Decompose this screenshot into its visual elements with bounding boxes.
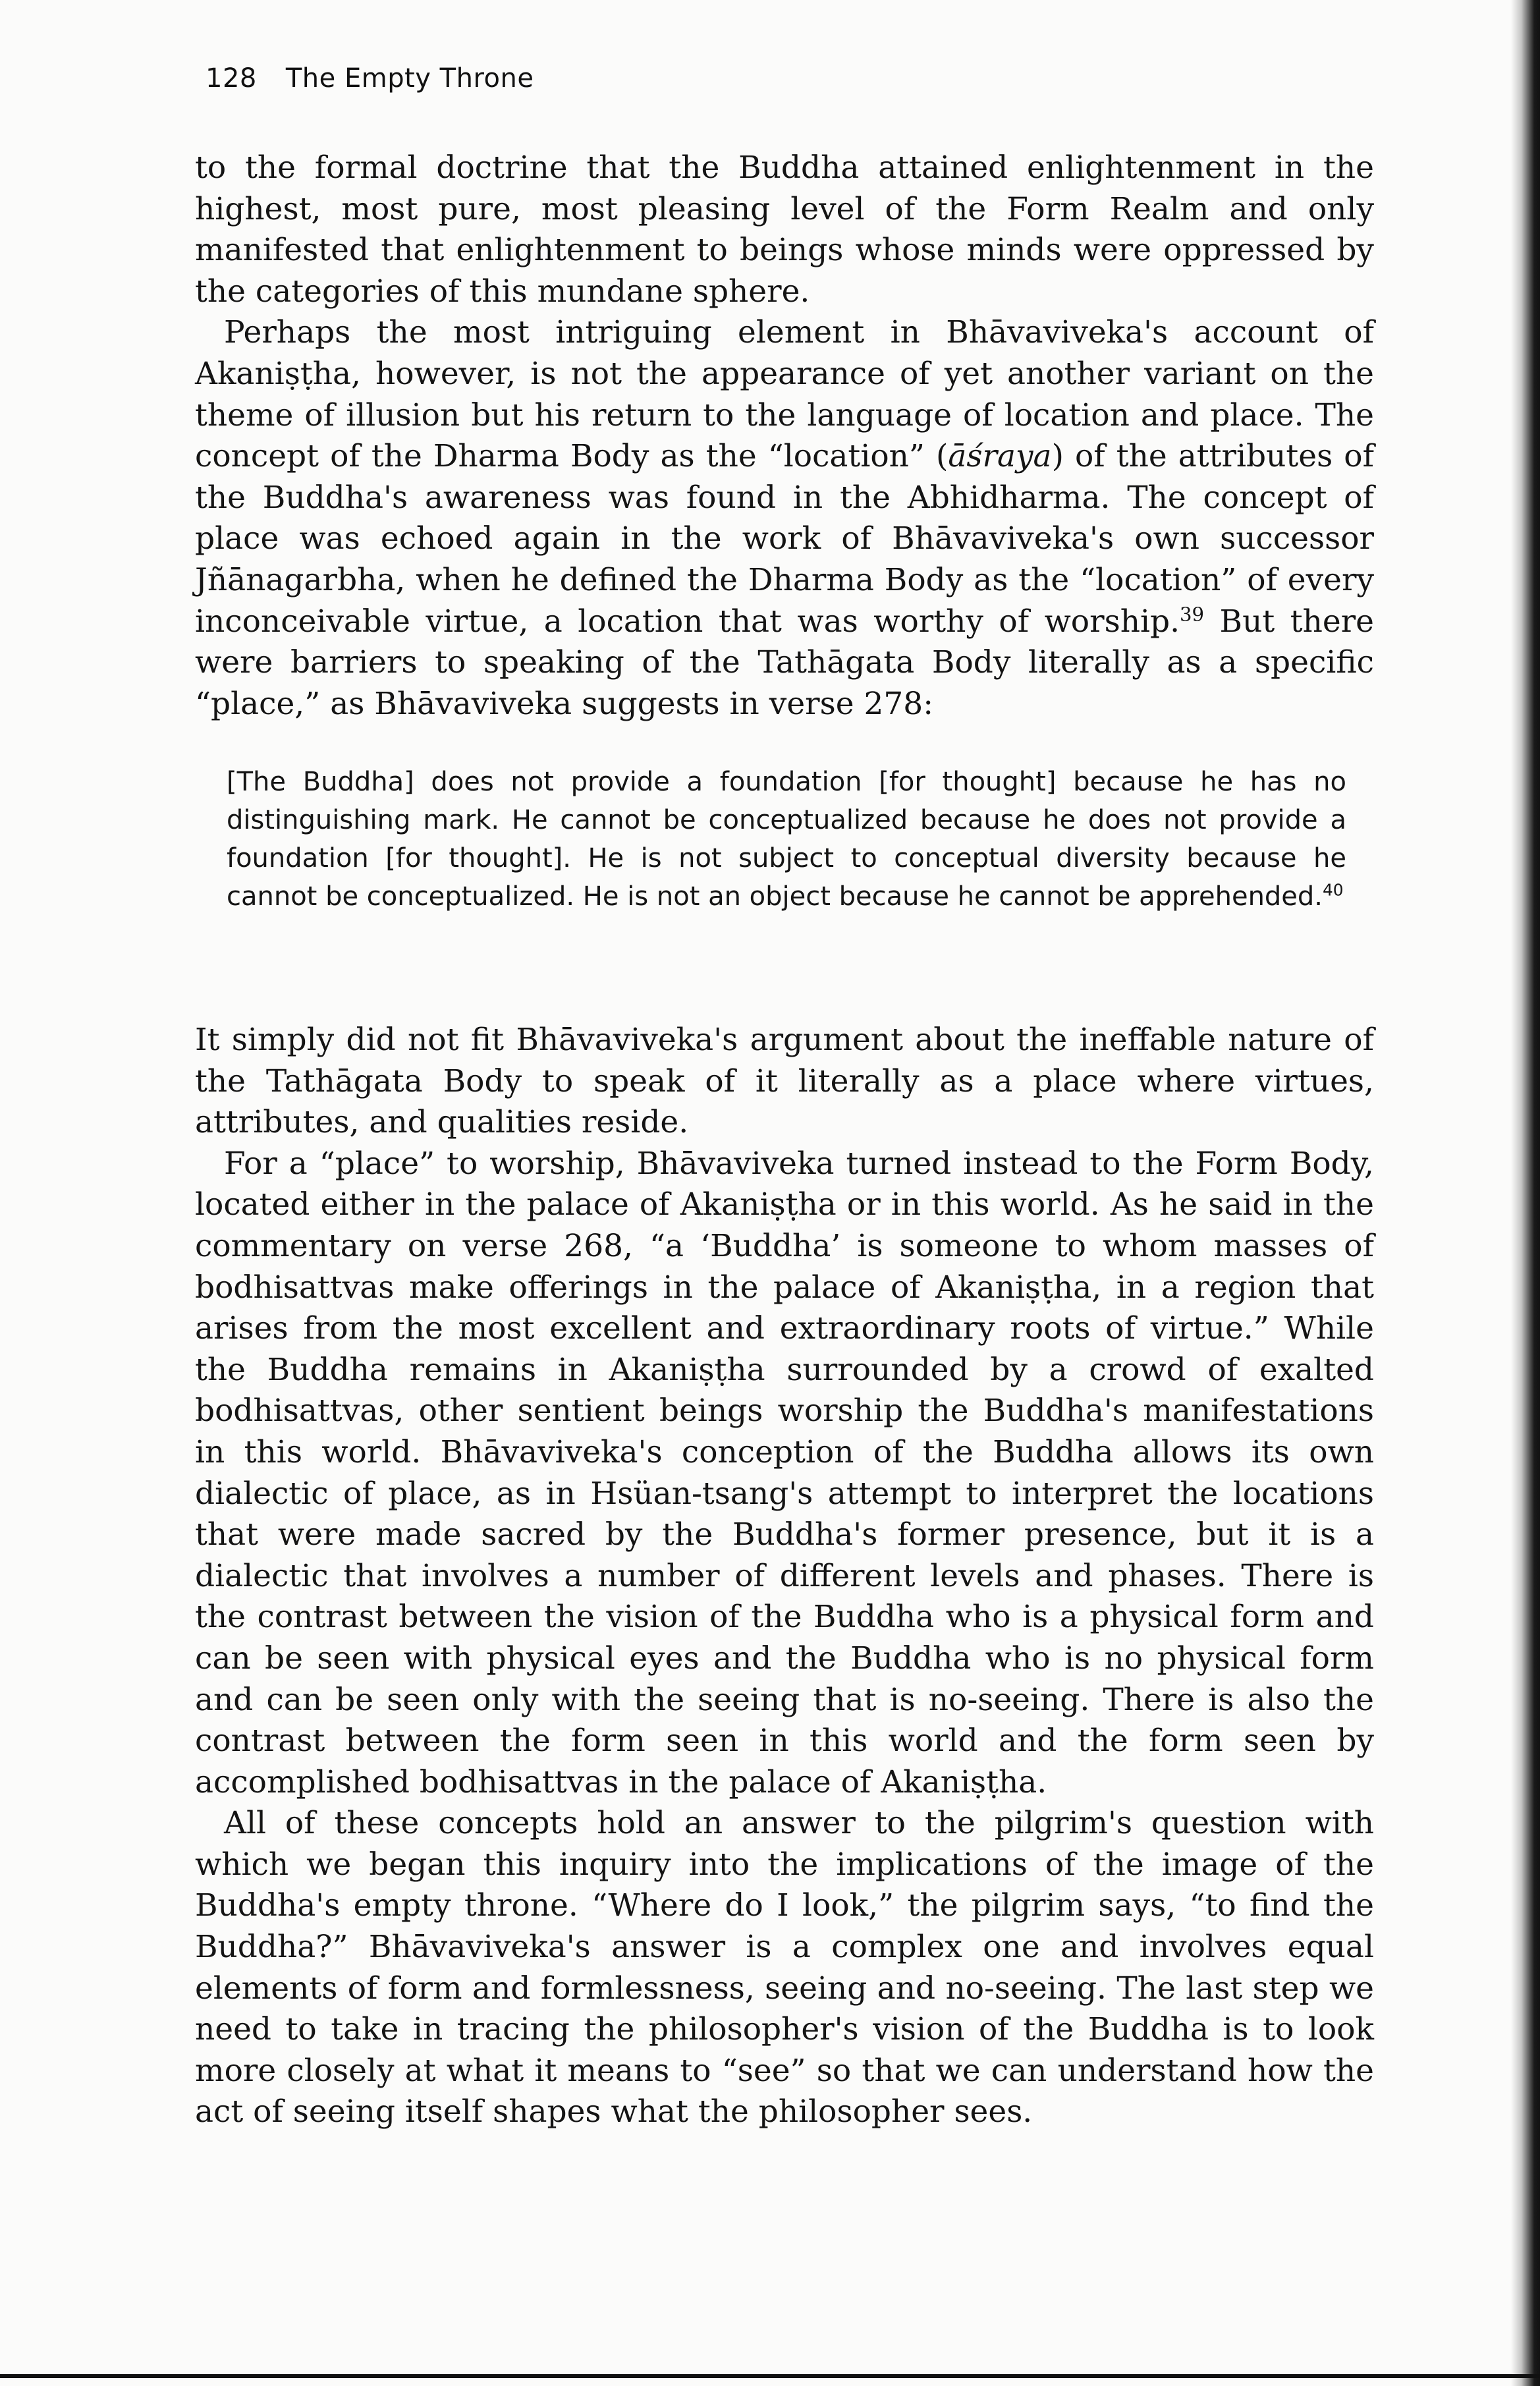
book-title: The Empty Throne	[285, 63, 534, 94]
paragraph-text: But there were barriers to speaking of the Tathāgata Body literally as a specific “place,” as Bhāvaviveka suggests in verse 278:	[195, 603, 1374, 722]
paragraph-text: ) of the attributes of the Buddha's awareness was found in the Abhidharma. The concept of place was echoed again in the work of Bhāvaviveka's own successor Jñānagarbha, when he defined the Dharma Body as the “location” of every inconceivable virtue, a location that was worthy of worship.	[195, 438, 1374, 640]
page-number: 128	[206, 63, 257, 94]
page-gutter-shadow	[1511, 0, 1540, 2386]
footnote-marker: 40	[1323, 880, 1344, 900]
page-bottom-edge	[0, 2374, 1540, 2378]
paragraph-ineffable: It simply did not fit Bhāvaviveka's argument about the ineffable nature of the Tathāgata Body to speak of it literally as a place where virtues, attributes, and qualities reside.	[195, 1022, 1374, 1141]
paragraph-continued: to the formal doctrine that the Buddha attained enlightenment in the highest, most pure, most pleasing level of the Form Realm and only manifested that enlightenment to beings whose minds were oppressed by the categories of this mundane sphere.	[195, 150, 1374, 310]
footnote-marker: 39	[1180, 602, 1205, 625]
paragraph-form-body: For a “place” to worship, Bhāvaviveka turned instead to the Form Body, located either in the palace of Akaniṣṭha or in this world. As he said in the commentary on verse 268, “a ‘Buddha’ is someone to whom masses of bodhisattvas make offerings in the palace of Akaniṣṭha, in a region that arises from the most excellent and extraordinary roots of virtue.” While the Buddha remains in Akaniṣṭha surrounded by a crowd of exalted bodhisattvas, other sentient beings worship the Buddha's manifestations in this world. Bhāvaviveka's conception of the Buddha allows its own dialectic of place, as in Hsüan-tsang's attempt to interpret the locations that were made sacred by the Buddha's former presence, but it is a dialectic that involves a number of different levels and phases. There is the contrast between the vision of the Buddha who is a physical form and can be seen with physical eyes and the Buddha who is no physical form and can be seen only with the seeing that is no-seeing. There is also the contrast between the form seen in this world and the form seen by accomplished bodhisattvas in the palace of Akaniṣṭha.	[195, 1145, 1374, 1800]
paragraph-text: Perhaps the most intriguing element in Bhāvaviveka's account of Akaniṣṭha, however, is not the appearance of yet another variant on the theme of illusion but his return to the language of location and place. The concept of the Dharma Body as the “location” (	[195, 314, 1374, 475]
body-text-top	[195, 148, 1374, 725]
quote-text: [The Buddha] does not provide a foundation [for thought] because he has no distinguishing mark. He cannot be conceptualized because he does not provide a foundation [for thought]. He is not subject to conceptual diversity because he cannot be conceptualized. He is not an object because he cannot be apprehended.	[227, 767, 1346, 912]
running-head	[206, 63, 534, 94]
block-quote-text	[227, 763, 1346, 916]
block-quote	[227, 763, 1346, 916]
body-text-bottom	[195, 1020, 1374, 2133]
paragraph-akanistha-location	[195, 312, 1374, 725]
paragraph-pilgrim-question: All of these concepts hold an answer to the pilgrim's question with which we began this inquiry into the implications of the image of the Buddha's empty throne. “Where do I look,” the pilgrim says, “to find the Buddha?” Bhāvaviveka's answer is a complex one and involves equal elements of form and formlessness, seeing and no-seeing. The last step we need to take in tracing the philosopher's vision of the Buddha is to look more closely at what it means to “see” so that we can understand how the act of seeing itself shapes what the philosopher sees.	[195, 1805, 1374, 2130]
sanskrit-term: āśraya	[948, 438, 1052, 475]
